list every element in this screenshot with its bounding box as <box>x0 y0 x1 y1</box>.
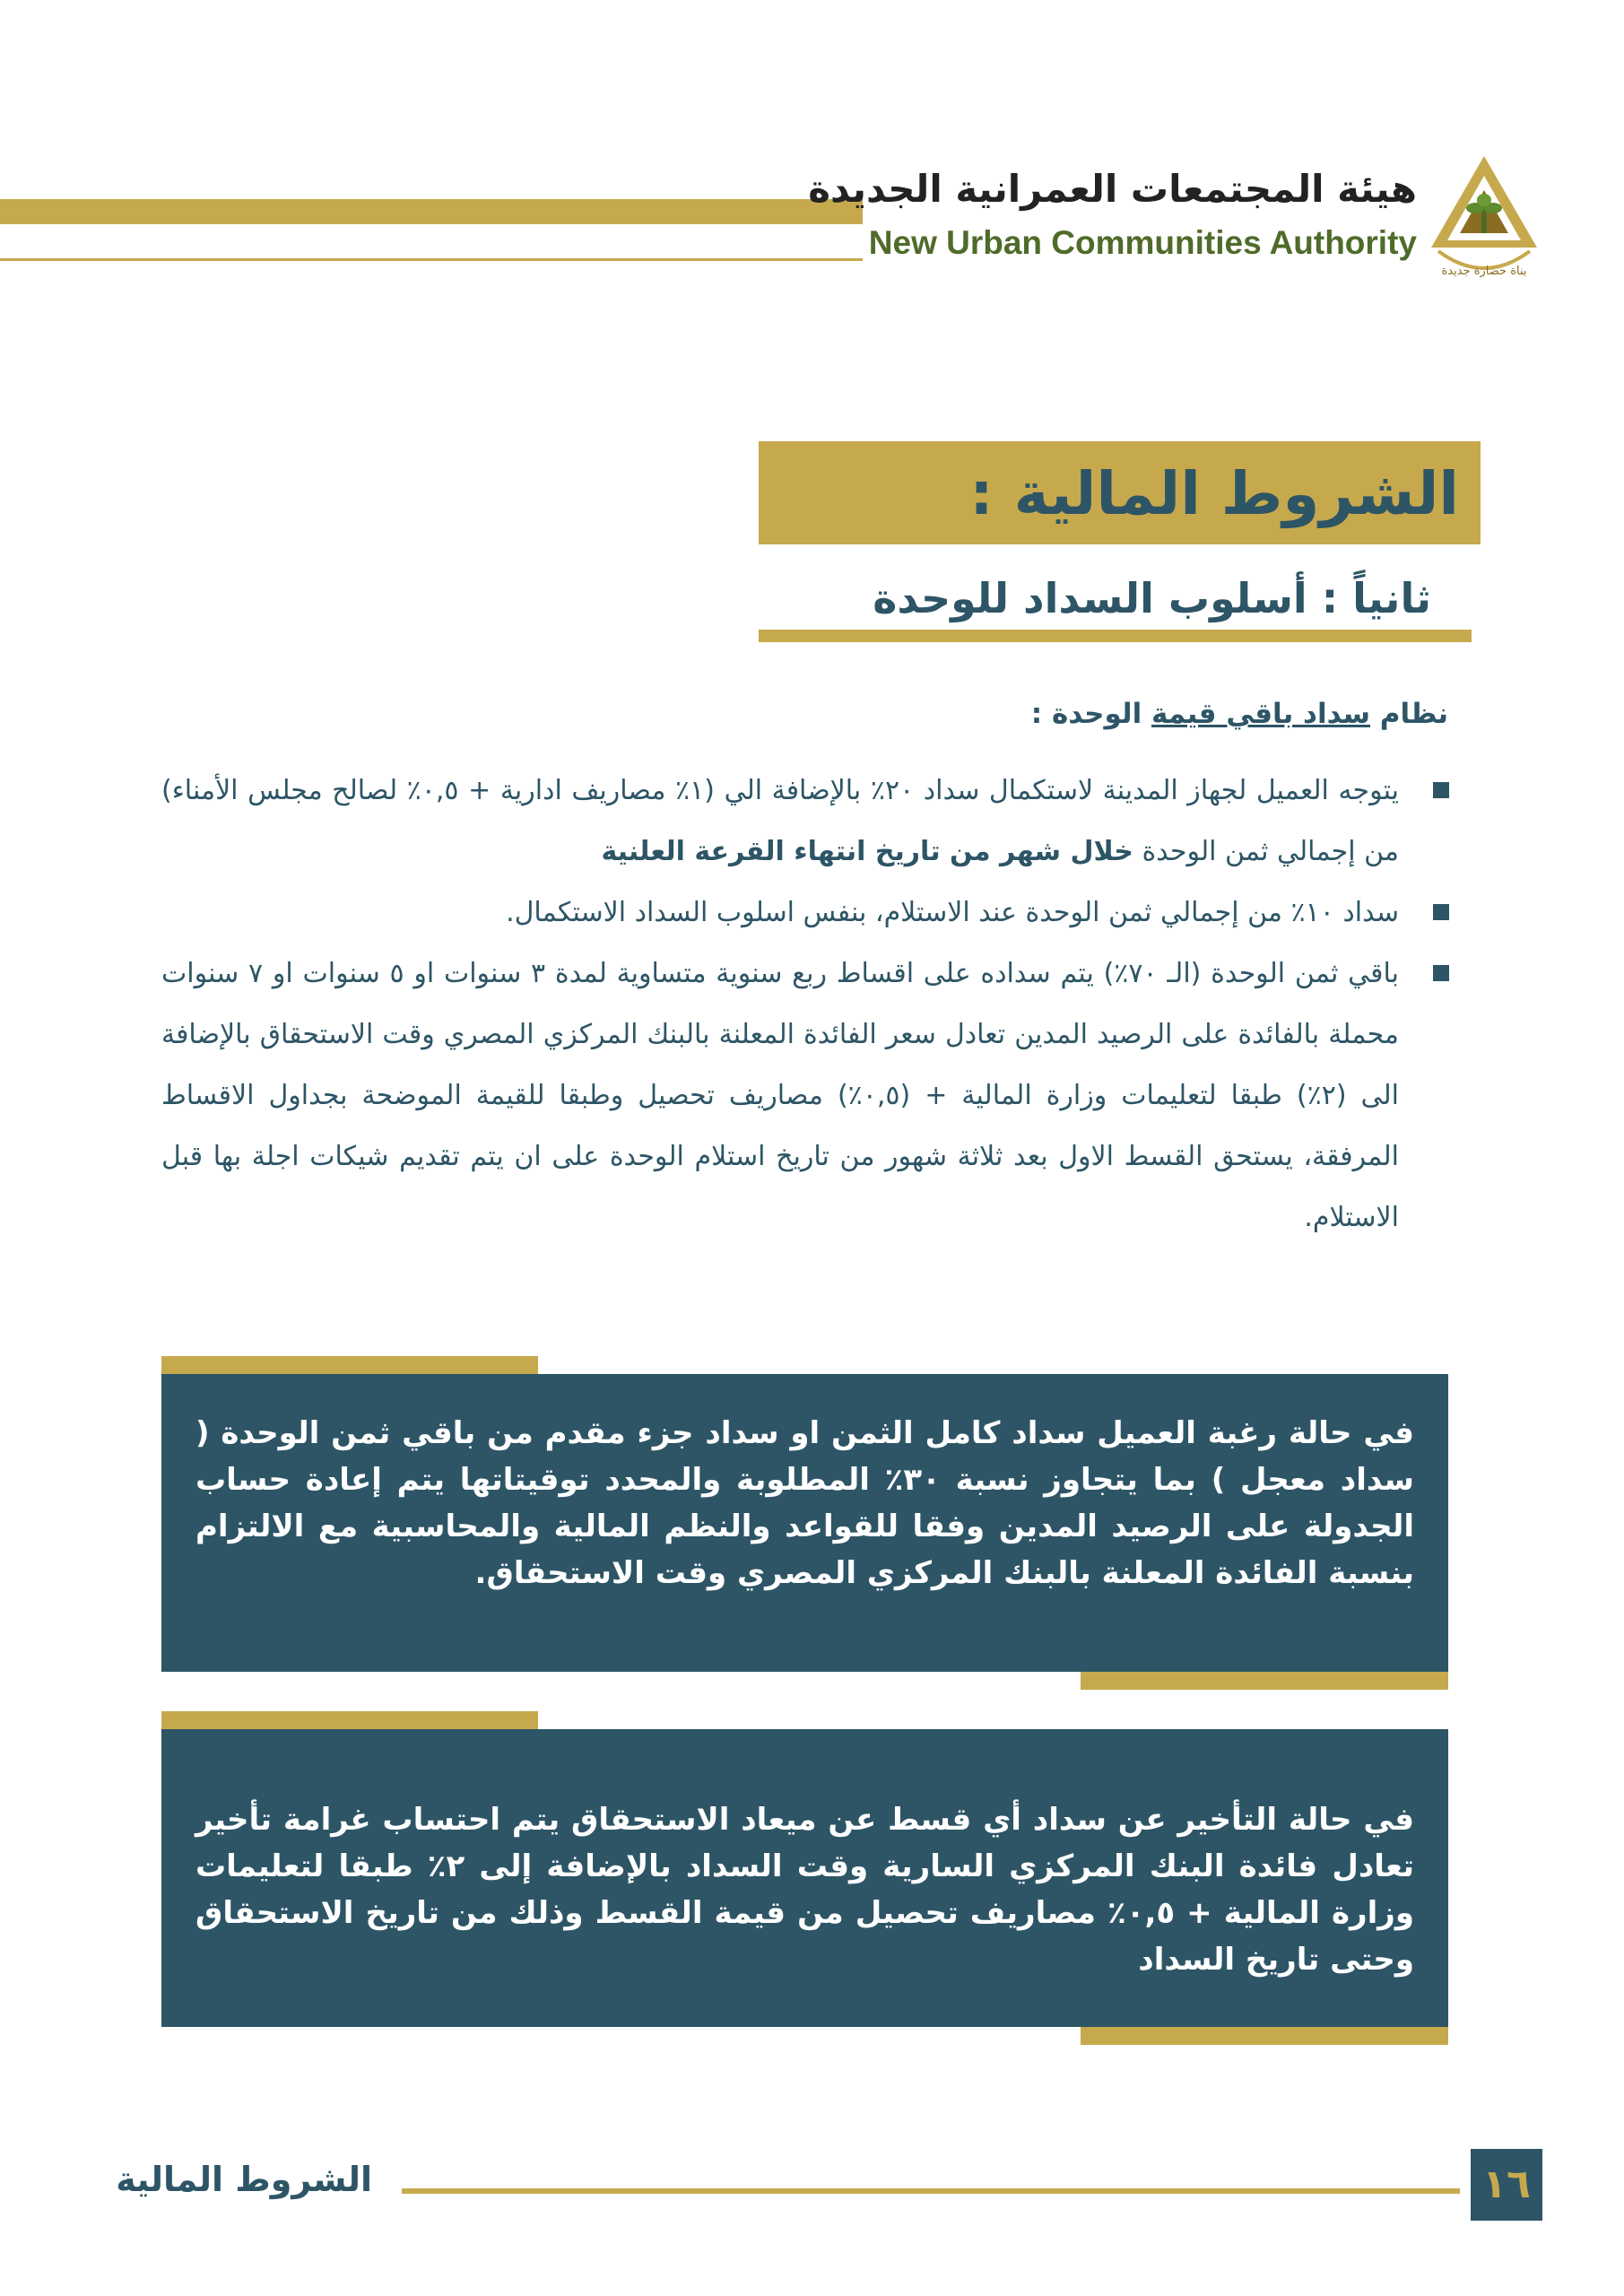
header-gold-bar <box>0 199 863 224</box>
org-name-arabic: هيئة المجتمعات العمرانية الجديدة <box>808 167 1417 211</box>
bullet-square-icon <box>1433 904 1449 920</box>
bullet-text: يتوجه العميل لجهاز المدينة لاستكمال سداد ٢٠٪ بالإضافة الي (١٪ مصاريف ادارية + ٠,٥٪ لصالح مجلس الأمناء) من إجمالي ثمن الوحدة <box>161 775 1399 867</box>
note-box-top-accent <box>161 1711 538 1729</box>
org-name-english: New Urban Communities Authority <box>868 224 1417 261</box>
nuca-logo-icon <box>1426 151 1542 285</box>
subsection-underline <box>759 630 1472 642</box>
list-item <box>161 883 1453 944</box>
note-box-bottom-accent <box>1081 1672 1448 1690</box>
header-gold-line <box>0 258 863 261</box>
section-title-banner <box>759 441 1481 544</box>
section-title: الشروط المالية : <box>969 459 1459 528</box>
late-payment-note: في حالة التأخير عن سداد أي قسط عن ميعاد الاستحقاق يتم احتساب غرامة تأخير تعادل فائدة البنك المركزي السارية وقت السداد بالإضافة إلى ٢٪ طبقا لتعليمات وزارة المالية + ٠,٥٪ مصاريف تحصيل من قيمة القسط وذلك من تاريخ الاستحقاق وحتى تاريخ السداد <box>161 1729 1448 2027</box>
page-number: ١٦ <box>1471 2149 1542 2221</box>
bullet-square-icon <box>1433 965 1449 981</box>
lead-prefix: نظام <box>1379 698 1448 730</box>
svg-text:بناة حضارة جديدة: بناة حضارة جديدة <box>1441 265 1527 278</box>
list-item <box>161 944 1453 1248</box>
bullet-text: باقي ثمن الوحدة (الـ ٧٠٪) يتم سداده على اقساط ربع سنوية متساوية لمدة ٣ سنوات او ٥ سنوات او ٧ سنوات محملة بالفائدة على الرصيد المدين تعادل سعر الفائدة المعلنة بالبنك المركزي المصري وقت الاستحقاق بالإضافة الى (٢٪) طبقا لتعليمات وزارة المالية + (٠,٥٪) مصاريف تحصيل وطبقا للقيمة الموضحة بجداول الاقساط المرفقة، يستحق القسط الاول بعد ثلاثة شهور من تاريخ استلام الوحدة على ان يتم تقديم شيكات اجلة بها قبل الاستلام. <box>161 958 1400 1233</box>
bullet-square-icon <box>1433 782 1449 798</box>
payment-system-heading <box>807 698 1448 730</box>
note-box-bottom-accent <box>1081 2027 1448 2045</box>
payment-terms-list <box>161 761 1453 1248</box>
subsection-title: ثانياً : أسلوب السداد للوحدة <box>873 574 1431 622</box>
early-payment-note: في حالة رغبة العميل سداد كامل الثمن او سداد جزء مقدم من باقي ثمن الوحدة ( سداد معجل ) بما يتجاوز نسبة ٣٠٪ المطلوبة والمحدد توقيتاتها يتم إعادة حساب الجدولة على الرصيد المدين وفقا للقواعد والنظم المالية والمحاسبية مع الالتزام بنسبة الفائدة المعلنة بالبنك المركزي المصري وقت الاستحقاق. <box>161 1374 1448 1672</box>
footer-section-label: الشروط المالية <box>116 2160 372 2199</box>
list-item <box>161 761 1453 883</box>
bullet-text: سداد ١٠٪ من إجمالي ثمن الوحدة عند الاستلام، بنفس اسلوب السداد الاستكمال. <box>506 897 1399 928</box>
lead-suffix: الوحدة : <box>1030 698 1142 730</box>
bullet-bold-text: خلال شهر من تاريخ انتهاء القرعة العلنية <box>601 836 1133 867</box>
footer-gold-line <box>402 2188 1460 2194</box>
lead-underlined: سداد باقي قيمة <box>1151 698 1370 730</box>
note-box-top-accent <box>161 1356 538 1374</box>
